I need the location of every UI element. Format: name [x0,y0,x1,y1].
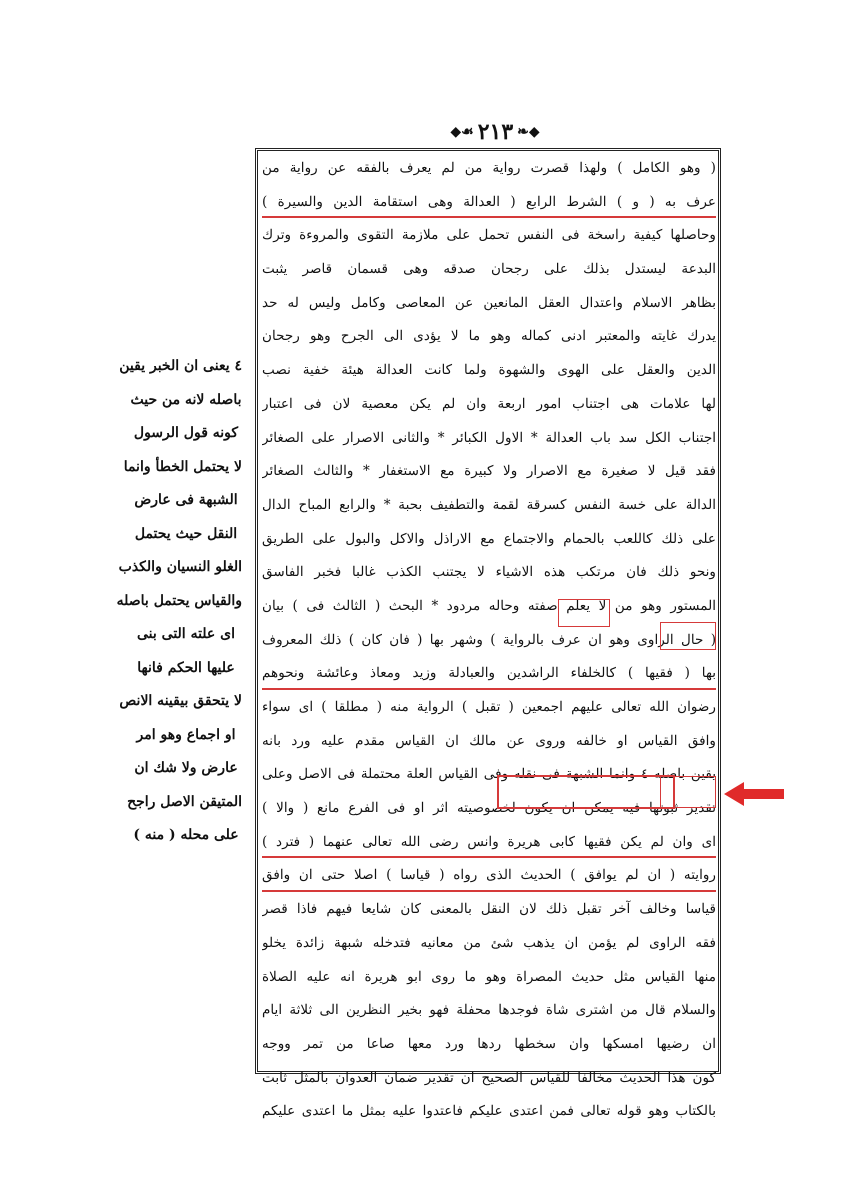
text-line: وافق القياس او خالفه وروى عن مالك ان القياس مقدم عليه ورد بانه [262,732,716,749]
text-line: وحاصلها كيفية راسخة فى النفس تحمل على ملازمة التقوى والمروءة وترك [262,227,716,244]
text-line: على ذلك كاللعب بالحمام والاجتماع مع الاراذل والاكل والبول على الطريق [262,530,716,547]
text-line: اى وان لم يكن فقيها كابى هريرة وانس رضى الله تعالى عنهما ( فترد ) [262,826,716,860]
text-line: يدرك غايته والمعتبر ادنى كماله وهو ما لا يؤدى الى الجرح وهو رجحان [262,328,716,345]
text-line: ونحو ذلك فان مرتكب هذه الاشياء لا يجتنب الكذب غالبا فخبر الفاسق [262,564,716,581]
text-line: كون هذا الحديث مخالفا للقياس الصحيح ان تقدير ضمان العدوان بالمثل ثابت [262,1069,716,1086]
text-line: بها ( فقيها ) كالخلفاء الراشدين والعبادلة وزيد ومعاذ وعائشة ونحوهم [262,657,716,691]
margin-note-line: عليها الحكم فانها [137,659,235,676]
text-line: روايته ( ان لم يوافق ) الحديث الذى رواه ( قياسا ) اصلا حتى ان وافق [262,859,716,893]
margin-note-line: باصله لانه من حيث [130,391,242,408]
right-ornament-icon: ☙◆ [450,124,474,140]
text-line: لها علامات هى اجتناب امور اربعة وان لم يكن معصية لان فى اعتبار [262,395,716,412]
margin-note-line: والقياس يحتمل باصله [116,592,242,609]
text-line: ( وهو الكامل ) ولهذا قصرت رواية من لم يعرف بالفقه عن رواية من [262,160,716,176]
text-line: اجتناب الكل سد باب العدالة * الاول الكبائر * والثانى الاصرار على الصغائر [262,429,716,446]
margin-note-line: الشبهة فى عارض [134,492,238,508]
text-line: عرف به ( و ) الشرط الرابع ( العدالة وهى استقامة الدين والسيرة ) [262,186,716,220]
annotation-box-abu-hurayra [497,775,675,809]
text-line: تقدير ثبوتها فيه يمكن ان يكون لخصوصيته اثر او فى الفرع مانع ( والا ) [262,800,716,817]
main-text [262,152,716,1129]
annotation-box-fan-kan [558,599,610,627]
margin-note-line: على محله ( منه ) [133,827,239,843]
margin-note-line: عارض ولا شك ان [134,760,238,776]
annotation-box-fatarudd [660,776,716,808]
text-line: ( حال الراوى وهو ان عرف بالرواية ) وشهر بها ( فان كان ) ذلك المعروف [262,631,716,648]
text-line: والسلام قال من اشترى شاة فوجدها محفلة فهو بخير النظرين الى ثلاثة ايام [262,1002,716,1019]
margin-note-line: كونه قول الرسول [133,425,239,441]
red-arrow-icon [724,782,784,806]
text-line: البدعة ليستدل بذلك على رجحان صدقه وهى قسمان قاصر يثبت [262,261,716,278]
text-line: قياسا وخالف آخر تقبل ذلك لان النقل بالمعنى كان شايعا فيهم فاذا قصر [262,901,716,918]
margin-note-line: لا يتحقق بيقينه الانص [119,693,242,709]
text-line: فقد قيل لا صغيرة مع الاصرار ولا كبيرة مع الاستغفار * والثالث الصغائر [262,463,716,480]
margin-note-line: النقل حيث يحتمل [134,525,238,542]
text-line: المستور وهو من لا يعلم صفته وحاله مردود * البحث ( الثالث فى ) بيان [262,597,716,614]
text-line: منها القياس مثل حديث المصراة وهو ما روى ابو هريرة انه عليه الصلاة [262,968,716,985]
margin-note-line: لا يحتمل الخطأ وانما [123,458,242,475]
text-line: الدين والعقل على الهوى والشهوة ولما كانت العدالة هيئة خفية نصب [262,362,716,379]
text-line: فقه الراوى لم يؤمن ان يذهب شئ من معانيه فتدخله شبهة زائدة يخلو [262,934,716,951]
text-line: يقين باصله ٤ وانما الشبهة فى نقله وفى القياس العلة محتملة فى الاصل وعلى [262,766,716,783]
text-line: الدالة على خسة النفس كسرقة لقمة والتطفيف بحبة * والرابع المباح الدال [262,496,716,513]
page-number [440,118,550,146]
margin-note-line: ٤ يعنى ان الخبر يقين [119,358,242,374]
text-line: ان رضيها امسكها وان سخطها ردها ورد معها صاعا من تمر ووجه [262,1035,716,1052]
margin-note-line: اى علته التى بنى [136,626,236,642]
left-ornament-icon: ◆❧ [517,124,540,140]
text-line: بالكتاب وهو قوله تعالى فمن اعتدى عليكم فاعتدوا عليه بمثل ما اعتدى عليكم [262,1103,716,1120]
text-line: بظاهر الاسلام واعتدال العقل المانعين عن المعاصى وكامل وليس له حد [262,294,716,311]
margin-note-line: المتيقن الاصل راجح [127,793,242,810]
text-line: رضوان الله تعالى عليهم اجمعين ( تقبل ) الرواية منه ( مطلقا ) اى سواء [262,699,716,715]
annotation-box-faqihan [660,622,716,650]
margin-note-line: او اجماع وهو امر [136,726,236,743]
page-number-text: ٢١٣ [477,119,514,145]
margin-note [116,350,242,853]
margin-note-line: الغلو النسيان والكذب [118,559,242,575]
